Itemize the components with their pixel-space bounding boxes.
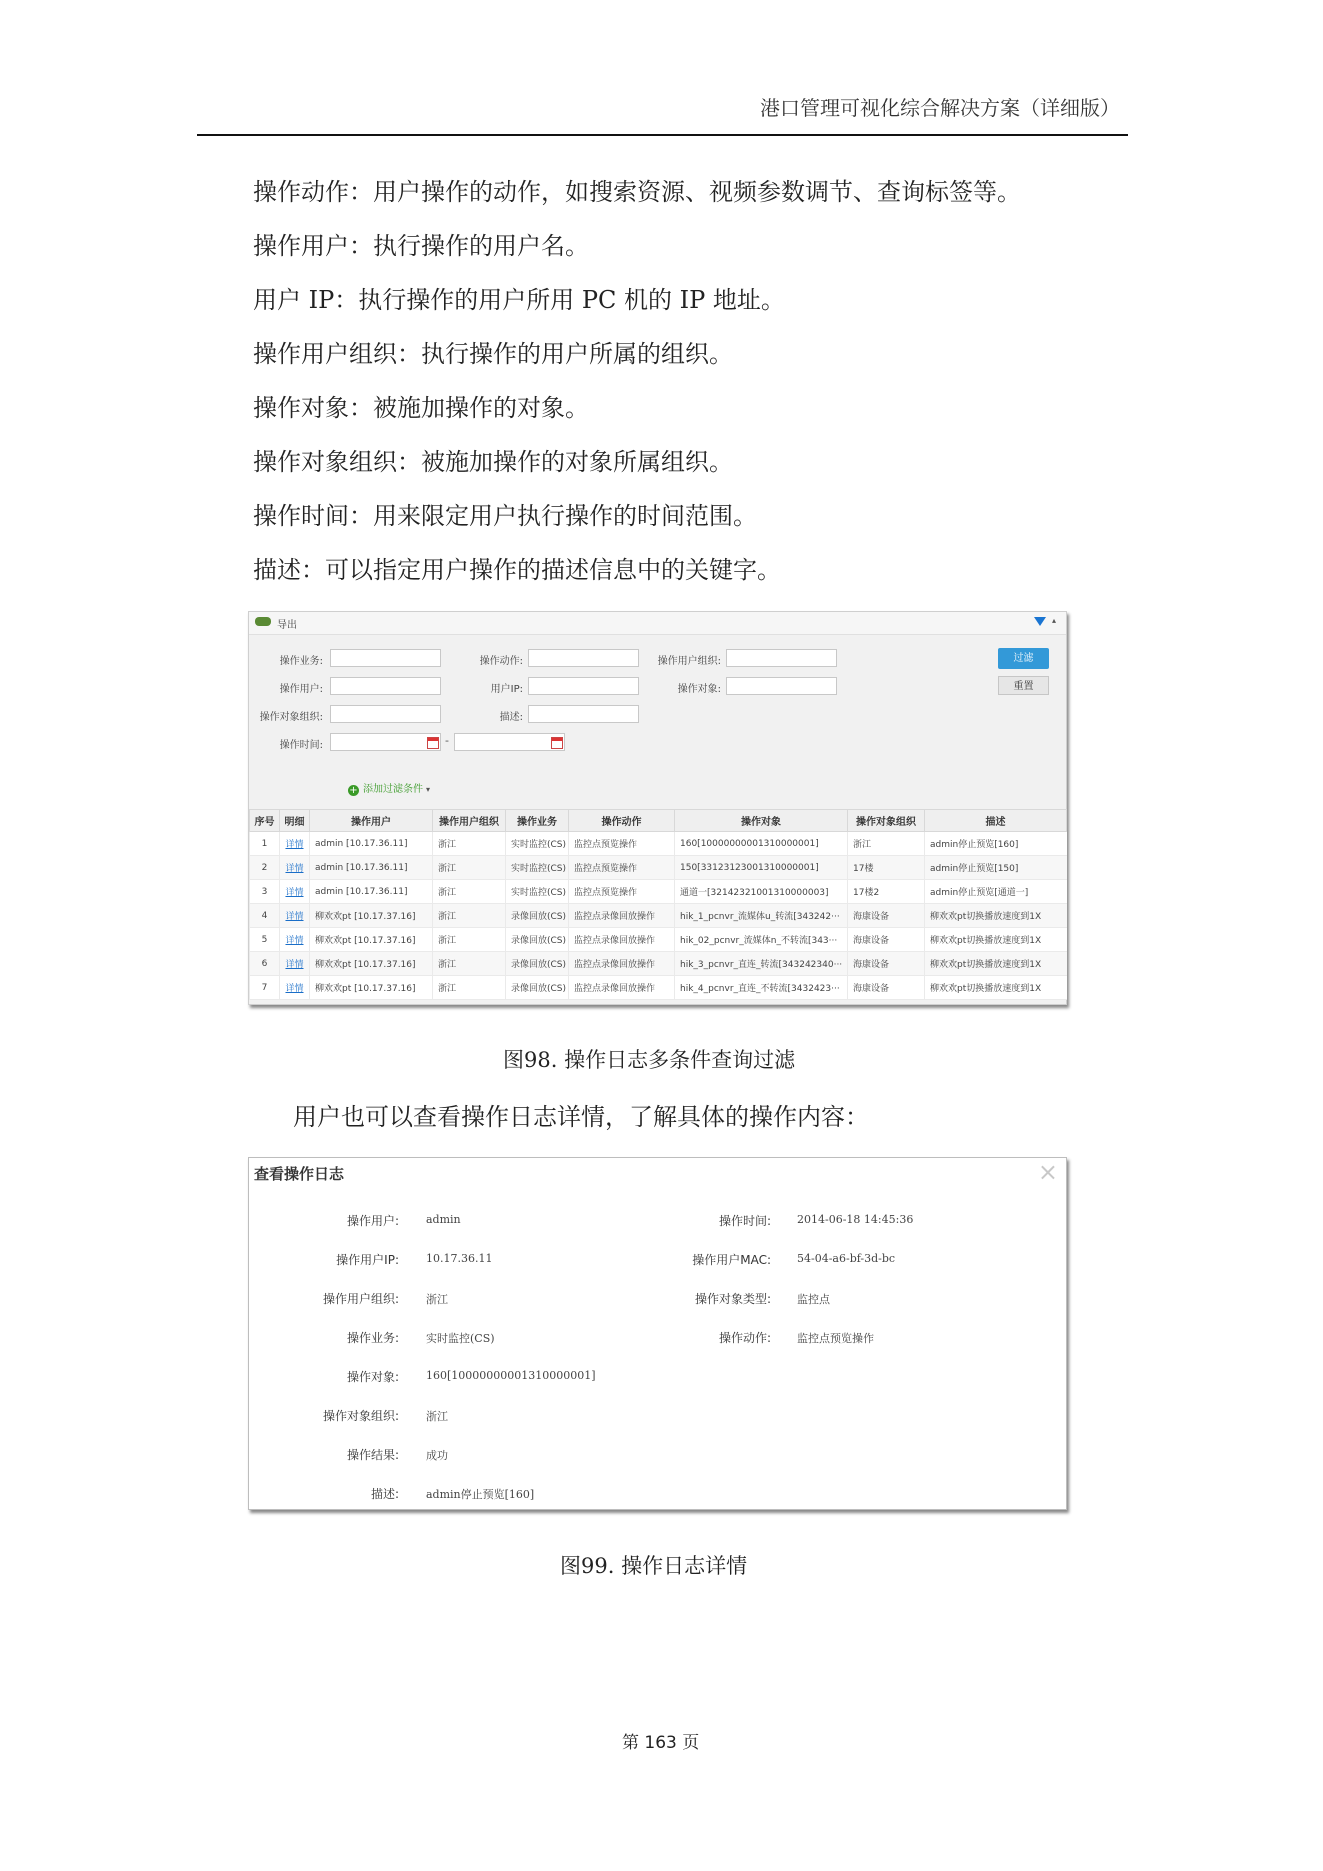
paragraph: 操作用户：执行操作的用户名。 [253,232,589,260]
export-button[interactable]: 导出 [277,620,297,631]
detail-link[interactable]: 详情 [280,880,310,904]
table-row[interactable] [250,880,1067,904]
chevron-down-icon: ▾ [426,785,431,794]
column-header[interactable]: 序号 [250,810,280,832]
detail-label: 操作对象组织: [322,1409,399,1423]
cell-object: hik_3_pcnvr_直连_转流[343242340··· [675,952,848,976]
row-index: 3 [250,880,280,904]
detail-label: 操作用户IP: [336,1253,399,1267]
cell-object-org: 浙江 [848,832,925,856]
user-org-input[interactable] [726,649,837,667]
detail-link[interactable]: 详情 [280,856,310,880]
cell-action: 监控点录像回放操作 [569,976,675,1000]
cell-user-org: 浙江 [433,976,506,1000]
filter-label-object: 操作对象: [677,684,721,695]
detail-label: 操作业务: [346,1331,399,1345]
cell-object-org: 海康设备 [848,928,925,952]
filter-label-description: 描述: [499,712,523,723]
user-input[interactable] [330,677,441,695]
row-index: 5 [250,928,280,952]
detail-link[interactable]: 详情 [280,832,310,856]
cell-user: admin [10.17.36.11] [310,832,433,856]
detail-label: 描述: [370,1487,399,1501]
detail-value: 浙江 [426,1410,448,1423]
filter-funnel-icon[interactable] [1034,617,1046,626]
cell-description: 柳欢欢pt切换播放速度到1X [925,952,1067,976]
detail-label: 操作对象: [346,1370,399,1384]
paragraph: 描述：可以指定用户操作的描述信息中的关键字。 [253,556,781,584]
log-detail-dialog [248,1157,1067,1510]
cell-description: admin停止预览[150] [925,856,1067,880]
filter-label-user-org: 操作用户组织: [657,656,721,667]
cell-object-org: 17楼2 [848,880,925,904]
dialog-title: 查看操作日志 [254,1165,345,1183]
cell-user-org: 浙江 [433,856,506,880]
paragraph: 用户也可以查看操作日志详情，了解具体的操作内容： [293,1103,869,1131]
cell-user: 柳欢欢pt [10.17.37.16] [310,952,433,976]
detail-label: 操作对象类型: [694,1292,771,1306]
cell-action: 监控点录像回放操作 [569,904,675,928]
running-header: 港口管理可视化综合解决方案（详细版） [760,96,1120,120]
cell-service: 录像回放(CS) [506,904,569,928]
close-icon[interactable]: × [1037,1158,1058,1186]
paragraph: 操作对象：被施加操作的对象。 [253,394,589,422]
paragraph: 操作用户组织：执行操作的用户所属的组织。 [253,340,733,368]
column-header[interactable]: 操作对象 [675,810,848,832]
column-header[interactable]: 操作动作 [569,810,675,832]
table-header-row [250,810,1067,832]
cell-object: hik_1_pcnvr_流媒体u_转流[343242··· [675,904,848,928]
reset-button[interactable]: 重置 [998,676,1049,695]
cell-object: 通道一[32142321001310000003] [675,880,848,904]
cell-user-org: 浙江 [433,952,506,976]
detail-label: 操作结果: [346,1448,399,1462]
detail-link[interactable]: 详情 [280,976,310,1000]
cell-object-org: 海康设备 [848,952,925,976]
figure-caption: 图98. 操作日志多条件查询过滤 [503,1048,796,1072]
row-index: 2 [250,856,280,880]
calendar-icon[interactable] [551,737,563,749]
plus-circle-icon: + [349,785,358,796]
row-index: 7 [250,976,280,1000]
cell-service: 录像回放(CS) [506,952,569,976]
add-filter-condition-button[interactable] [348,780,430,796]
detail-value: 浙江 [426,1293,448,1306]
detail-value: admin [426,1213,461,1226]
cell-action: 监控点预览操作 [569,832,675,856]
column-header[interactable]: 操作用户 [310,810,433,832]
cell-user: 柳欢欢pt [10.17.37.16] [310,904,433,928]
object-input[interactable] [726,677,837,695]
detail-value: 监控点预览操作 [797,1332,874,1345]
filter-label-service: 操作业务: [279,656,323,667]
cell-user: 柳欢欢pt [10.17.37.16] [310,976,433,1000]
description-input[interactable] [528,705,639,723]
detail-value: 成功 [426,1449,448,1462]
cell-user-org: 浙江 [433,832,506,856]
cell-description: 柳欢欢pt切换播放速度到1X [925,976,1067,1000]
column-header[interactable]: 明细 [280,810,310,832]
detail-value: 监控点 [797,1293,830,1306]
cell-object: 150[33123123001310000001] [675,856,848,880]
start-time-input[interactable] [330,733,441,751]
cell-user-org: 浙江 [433,904,506,928]
detail-value: 160[10000000001310000001] [426,1369,596,1382]
cell-service: 实时监控(CS) [506,856,569,880]
cell-user: 柳欢欢pt [10.17.37.16] [310,928,433,952]
table-row[interactable] [250,976,1067,1000]
filter-label-object-org: 操作对象组织: [259,712,323,723]
row-index: 6 [250,952,280,976]
figure-caption: 图99. 操作日志详情 [560,1554,748,1578]
column-header[interactable]: 描述 [925,810,1067,832]
table-row[interactable] [250,832,1067,856]
detail-link[interactable]: 详情 [280,904,310,928]
detail-link[interactable]: 详情 [280,928,310,952]
filter-label-user: 操作用户: [279,684,323,695]
chevron-up-icon[interactable]: ▴ [1051,616,1056,625]
table-row[interactable] [250,904,1067,928]
detail-value: 10.17.36.11 [426,1252,493,1265]
cell-user: admin [10.17.36.11] [310,880,433,904]
detail-label: 操作时间: [718,1214,771,1228]
cell-user-org: 浙江 [433,928,506,952]
cell-object: hik_02_pcnvr_流媒体n_不转流[343··· [675,928,848,952]
table-row[interactable] [250,928,1067,952]
cell-user: admin [10.17.36.11] [310,856,433,880]
export-icon[interactable] [255,617,271,626]
row-index: 4 [250,904,280,928]
detail-value: 实时监控(CS) [426,1332,495,1345]
cell-object: hik_4_pcnvr_直连_不转流[3432423··· [675,976,848,1000]
detail-label: 操作用户: [346,1214,399,1228]
row-index: 1 [250,832,280,856]
column-header[interactable]: 操作对象组织 [848,810,925,832]
header-rule [197,134,1128,136]
detail-label: 操作动作: [718,1331,771,1345]
paragraph: 操作对象组织：被施加操作的对象所属组织。 [253,448,733,476]
filter-label-time: 操作时间: [279,740,323,751]
detail-label: 操作用户组织: [322,1292,399,1306]
filter-label-action: 操作动作: [479,656,523,667]
action-input[interactable] [528,649,639,667]
cell-service: 录像回放(CS) [506,976,569,1000]
log-filter-panel [248,611,1067,1005]
cell-description: admin停止预览[通道一] [925,880,1067,904]
add-filter-label: 添加过滤条件 [363,784,423,795]
cell-description: 柳欢欢pt切换播放速度到1X [925,904,1067,928]
cell-service: 实时监控(CS) [506,880,569,904]
page-number: 第 163 页 [622,1733,700,1753]
cell-user-org: 浙江 [433,880,506,904]
range-separator: - [445,734,449,747]
service-input[interactable] [330,649,441,667]
paragraph: 操作动作：用户操作的动作，如搜索资源、视频参数调节、查询标签等。 [253,178,1021,206]
table-row[interactable] [250,952,1067,976]
paragraph: 用户 IP：执行操作的用户所用 PC 机的 IP 地址。 [253,286,785,314]
cell-service: 实时监控(CS) [506,832,569,856]
user-ip-input[interactable] [528,677,639,695]
column-header[interactable]: 操作业务 [506,810,569,832]
calendar-icon[interactable] [427,737,439,749]
cell-action: 监控点录像回放操作 [569,952,675,976]
cell-action: 监控点预览操作 [569,856,675,880]
cell-object-org: 海康设备 [848,904,925,928]
cell-description: 柳欢欢pt切换播放速度到1X [925,928,1067,952]
cell-object-org: 17楼 [848,856,925,880]
cell-object-org: 海康设备 [848,976,925,1000]
cell-object: 160[10000000001310000001] [675,832,848,856]
detail-link[interactable]: 详情 [280,952,310,976]
detail-value: admin停止预览[160] [426,1488,535,1501]
column-header[interactable]: 操作用户组织 [433,810,506,832]
detail-value: 2014-06-18 14:45:36 [797,1213,914,1226]
detail-value: 54-04-a6-bf-3d-bc [797,1252,896,1265]
toolbar [249,612,1066,635]
filter-button[interactable]: 过滤 [998,648,1049,669]
detail-label: 操作用户MAC: [692,1253,771,1267]
table-row[interactable] [250,856,1067,880]
cell-description: admin停止预览[160] [925,832,1067,856]
paragraph: 操作时间：用来限定用户执行操作的时间范围。 [253,502,757,530]
end-time-input[interactable] [454,733,565,751]
cell-action: 监控点录像回放操作 [569,928,675,952]
cell-service: 录像回放(CS) [506,928,569,952]
operation-log-table [249,809,1067,1000]
filter-label-user-ip: 用户IP: [490,684,523,695]
cell-action: 监控点预览操作 [569,880,675,904]
object-org-input[interactable] [330,705,441,723]
